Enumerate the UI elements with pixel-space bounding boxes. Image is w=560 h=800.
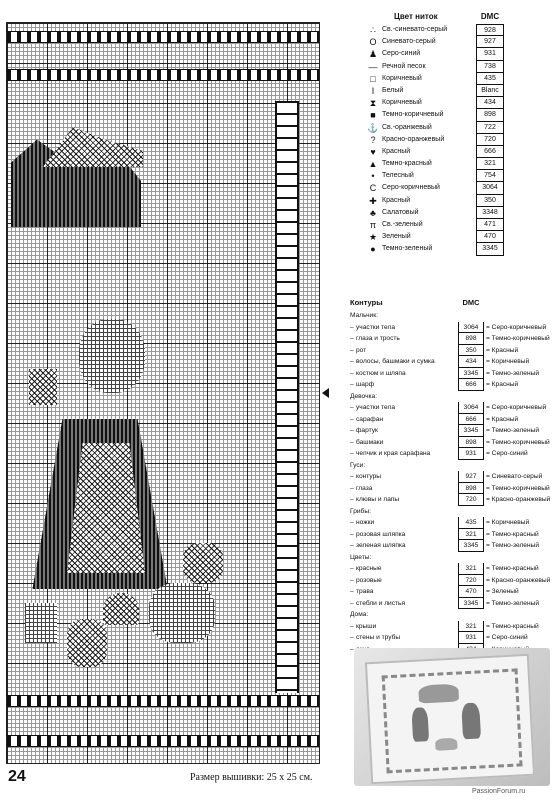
color-row [366, 195, 506, 207]
dash-bullet: – [350, 622, 354, 630]
outline-item: чепчик и края сарафана [356, 450, 431, 457]
outline-item: розовая шляпка [356, 530, 406, 538]
dmc-number: 928 [476, 24, 504, 36]
dmc-number: 927 [458, 471, 484, 483]
color-row [366, 85, 506, 97]
outline-row [350, 437, 560, 449]
dmc-number: 666 [458, 414, 484, 426]
dash-bullet: – [350, 565, 354, 572]
outline-item: стены и трубы [356, 634, 401, 641]
outline-row [350, 425, 560, 437]
stitch-symbol-icon: ⧗ [369, 98, 377, 109]
outline-color-name: = Красный [486, 381, 519, 388]
dmc-number: 3345 [458, 425, 484, 437]
border-ladder-right [275, 101, 299, 693]
border-band-bottom-2 [7, 735, 319, 747]
dash-bullet: – [350, 335, 354, 342]
colors-table-title: Цвет ниток [394, 12, 438, 21]
border-band-bottom [7, 695, 319, 707]
outline-item: крыши [356, 622, 377, 630]
colors-table [366, 24, 506, 256]
outline-row [350, 379, 560, 391]
outline-row [350, 414, 560, 426]
dmc-number: 3345 [458, 368, 484, 380]
outline-item: трава [356, 588, 374, 595]
dmc-number: 666 [458, 379, 484, 391]
outline-row [350, 632, 560, 644]
color-row [366, 36, 506, 48]
outline-color-name: = Зеленый [486, 588, 519, 595]
pillow-image [365, 654, 535, 784]
stitch-symbol-icon: O [369, 37, 377, 48]
color-name: Св.-зеленый [382, 221, 423, 228]
outline-item: рот [356, 346, 367, 354]
dmc-number: 3345 [458, 598, 484, 610]
color-name: Св.-синевато-серый [382, 26, 448, 33]
outline-color-name: = Темно-красный [486, 565, 539, 572]
outline-color-name: = Красно-оранжевый [486, 576, 551, 584]
stitch-symbol-icon: ♥ [370, 146, 376, 157]
outline-color-name: = Темно-красный [486, 530, 539, 538]
outlines-table [350, 310, 560, 655]
stitch-symbol-icon: ● [370, 244, 376, 255]
outline-row [350, 563, 560, 575]
stitch-symbol-icon: π [369, 220, 377, 230]
color-row [366, 182, 506, 194]
dmc-number: 931 [458, 632, 484, 644]
dmc-number: 898 [458, 437, 484, 449]
outline-row [350, 586, 560, 598]
outline-item: глаза [356, 484, 373, 492]
color-name: Темно-зеленый [382, 245, 433, 253]
outline-color-name: = Темно-зеленый [486, 369, 540, 377]
dash-bullet: – [350, 473, 354, 480]
watermark-text: PassionForum.ru [472, 788, 526, 795]
goose-motif [149, 583, 215, 643]
color-row [366, 146, 506, 158]
dmc-number: 3345 [476, 243, 504, 255]
outline-item: красные [356, 565, 382, 572]
pillow-boy-image [411, 707, 429, 742]
dmc-number: 435 [476, 73, 504, 85]
color-row [366, 243, 506, 255]
stitch-symbol-icon: ⚓ [367, 122, 379, 133]
dmc-number: 722 [476, 122, 504, 134]
dmc-number: 435 [458, 517, 484, 529]
dash-bullet: – [350, 542, 354, 549]
color-row [366, 134, 506, 146]
outline-row [350, 540, 560, 552]
dmc-number: 898 [476, 109, 504, 121]
dmc-number: 3345 [458, 540, 484, 552]
flower-motif-left [25, 603, 57, 643]
outline-row [350, 471, 560, 483]
dash-bullet: – [350, 588, 354, 595]
color-row [366, 219, 506, 231]
houses-roof-motif [43, 127, 143, 167]
group-label: Дома: [350, 611, 369, 618]
outline-item: шарф [356, 381, 375, 388]
outline-color-name: = Красный [486, 346, 519, 354]
color-name: Белый [382, 86, 404, 94]
outline-group-heading [350, 391, 560, 403]
stitch-symbol-icon: ♣ [370, 207, 376, 218]
dmc-number: 471 [476, 219, 504, 231]
dmc-number: 321 [458, 621, 484, 633]
dmc-number: 434 [458, 356, 484, 368]
outline-row [350, 345, 560, 357]
outline-color-name: = Темно-коричневый [486, 484, 550, 492]
border-band-top [7, 31, 319, 43]
group-label: Грибы: [350, 507, 371, 515]
outline-item: костюм и шляпа [356, 369, 406, 377]
color-row [366, 48, 506, 60]
color-row [366, 73, 506, 85]
color-name: Коричневый [382, 99, 422, 107]
outline-row [350, 517, 560, 529]
outline-row [350, 368, 560, 380]
group-label: Гуси: [350, 461, 366, 469]
stitch-symbol-icon: □ [370, 73, 376, 84]
dmc-number: 3064 [458, 322, 484, 334]
outline-row [350, 483, 560, 495]
outline-item: глаза и трость [356, 335, 400, 342]
dash-bullet: – [350, 496, 354, 503]
outline-row [350, 322, 560, 334]
outline-item: участки тела [356, 323, 396, 331]
dash-bullet: – [350, 438, 354, 446]
dmc-number: 3064 [476, 182, 504, 194]
embroidery-size-text: Размер вышивки: 25 x 25 см. [190, 772, 313, 783]
outline-group-heading [350, 609, 560, 621]
color-name: Темно-коричневый [382, 111, 444, 119]
outline-item: сарафан [356, 415, 384, 423]
color-name: Телесный [382, 172, 414, 180]
dash-bullet: – [350, 323, 354, 331]
outline-group-heading [350, 310, 560, 322]
boy-hand-motif [29, 369, 57, 405]
flower-motif-center [67, 619, 107, 667]
outline-item: розовые [356, 576, 382, 584]
outline-row [350, 402, 560, 414]
dmc-number: 666 [476, 146, 504, 158]
outline-item: волосы, башмаки и сумка [356, 358, 435, 365]
color-row [366, 122, 506, 134]
dash-bullet: – [350, 634, 354, 641]
outline-color-name: = Темно-зеленый [486, 427, 540, 434]
dmc-number: 720 [458, 494, 484, 506]
dmc-number: 754 [476, 170, 504, 182]
dash-bullet: – [350, 427, 354, 434]
stitch-symbol-icon: I [371, 85, 375, 96]
pillow-goose-image [435, 738, 458, 751]
dash-bullet: – [350, 450, 354, 457]
outlines-table-title: Контуры [350, 298, 383, 307]
stitch-symbol-icon: ? [370, 134, 376, 145]
dmc-number: 470 [476, 231, 504, 243]
dash-bullet: – [350, 415, 354, 423]
outline-item: башмаки [356, 438, 384, 446]
outline-row [350, 621, 560, 633]
color-name: Салатовый [382, 208, 419, 216]
outline-color-name: = Темно-коричневый [486, 335, 550, 342]
outline-item: стебли и листья [356, 599, 406, 607]
dash-bullet: – [350, 530, 354, 538]
color-name: Коричневый [382, 74, 422, 82]
outline-item: ножки [356, 519, 375, 526]
outline-item: фартук [356, 427, 378, 434]
color-name: Серо-синий [382, 50, 421, 58]
stitch-symbol-icon: ✚ [369, 195, 377, 206]
dmc-number: 434 [476, 97, 504, 109]
outline-color-name: = Красный [486, 415, 519, 423]
outline-color-name: = Красно-оранжевый [486, 496, 551, 503]
dmc-number: 350 [476, 195, 504, 207]
color-name: Синевато-серый [382, 38, 436, 46]
outline-color-name: = Коричневый [486, 519, 530, 526]
finished-pillow-photo [354, 648, 550, 786]
outline-color-name: = Синевато-серый [486, 473, 543, 480]
color-row [366, 231, 506, 243]
flower-motif-right [183, 543, 223, 583]
page-number: 24 [8, 768, 26, 785]
outlines-table-dmc-header: DMC [462, 298, 480, 307]
border-band-top-2 [7, 69, 319, 81]
color-row [366, 24, 506, 36]
dmc-number: 720 [458, 575, 484, 587]
dash-bullet: – [350, 576, 354, 584]
dmc-number: 898 [458, 333, 484, 345]
outline-color-name: = Темно-красный [486, 622, 539, 630]
outline-row [350, 333, 560, 345]
dmc-number: 321 [476, 158, 504, 170]
dash-bullet: – [350, 358, 354, 365]
dmc-number: 927 [476, 36, 504, 48]
color-row [366, 207, 506, 219]
stitch-symbol-icon: — [368, 61, 378, 72]
pillow-house-image [418, 684, 459, 704]
color-name: Речной песок [382, 62, 426, 70]
dash-bullet: – [350, 381, 354, 388]
dash-bullet: – [350, 645, 354, 653]
color-name: Темно-красный [382, 160, 432, 168]
outline-color-name: = Темно-зеленый [486, 599, 540, 607]
color-row [366, 61, 506, 73]
outline-group-heading [350, 460, 560, 472]
color-name: Красно-оранжевый [382, 135, 445, 143]
dash-bullet: – [350, 599, 354, 607]
color-name: Красный [382, 196, 411, 204]
color-name: Св.-оранжевый [382, 123, 432, 131]
dmc-number: 898 [458, 483, 484, 495]
color-row [366, 97, 506, 109]
dash-bullet: – [350, 369, 354, 377]
dmc-number: 720 [476, 134, 504, 146]
dash-bullet: – [350, 519, 354, 526]
outline-row [350, 529, 560, 541]
outline-row [350, 598, 560, 610]
dmc-number: 931 [458, 448, 484, 460]
dash-bullet: – [350, 346, 354, 354]
outline-row [350, 575, 560, 587]
outline-color-name: = Серо-синий [486, 634, 528, 641]
colors-table-dmc-header: DMC [480, 12, 500, 21]
cross-stitch-chart [6, 22, 320, 764]
stitch-symbol-icon: ▲ [368, 159, 378, 170]
dmc-number: 3348 [476, 207, 504, 219]
outline-item: контуры [356, 473, 381, 480]
stitch-symbol-icon: • [371, 171, 375, 182]
color-name: Зеленый [382, 233, 411, 241]
outline-color-name: = Темно-коричневый [486, 438, 550, 446]
pillow-girl-image [461, 702, 481, 739]
pillow-border-image [382, 668, 523, 773]
stitch-symbol-icon: ∴ [370, 25, 376, 35]
dash-bullet: – [350, 484, 354, 492]
dmc-number: 350 [458, 345, 484, 357]
outline-color-name: = Темно-зеленый [486, 542, 540, 549]
boy-head-motif [79, 319, 145, 393]
center-marker-arrow [322, 388, 329, 398]
dash-bullet: – [350, 404, 354, 411]
mushroom-motif [103, 593, 139, 625]
dmc-number: 470 [458, 586, 484, 598]
dmc-number: 321 [458, 529, 484, 541]
color-row [366, 158, 506, 170]
outline-row [350, 356, 560, 368]
stitch-symbol-icon: C [369, 183, 377, 194]
color-row [366, 170, 506, 182]
group-label: Мальчик: [350, 312, 378, 319]
color-name: Серо-коричневый [382, 184, 440, 192]
outline-row [350, 494, 560, 506]
outline-color-name: = Серо-коричневый [486, 323, 547, 331]
outline-item: зеленая шляпка [356, 542, 406, 549]
dmc-number: 3064 [458, 402, 484, 414]
color-name: Красный [382, 147, 411, 155]
outline-group-heading [350, 552, 560, 564]
group-label: Цветы: [350, 553, 372, 561]
outline-color-name: = Серо-синий [486, 450, 528, 457]
outline-item: участки тела [356, 404, 396, 411]
outline-group-heading [350, 506, 560, 518]
dmc-number: 738 [476, 61, 504, 73]
stitch-symbol-icon: ♟ [368, 49, 378, 60]
stitch-symbol-icon: ■ [370, 110, 376, 121]
outline-color-name: = Коричневый [486, 358, 530, 365]
group-label: Девочка: [350, 392, 378, 400]
dmc-number: 321 [458, 563, 484, 575]
outline-row [350, 448, 560, 460]
dmc-number: Blanc [476, 85, 504, 97]
color-row [366, 109, 506, 121]
dmc-number: 931 [476, 48, 504, 60]
outline-item: клювы и лапы [356, 496, 400, 503]
outline-color-name: = Серо-коричневый [486, 404, 547, 411]
stitch-symbol-icon: ★ [368, 232, 378, 243]
